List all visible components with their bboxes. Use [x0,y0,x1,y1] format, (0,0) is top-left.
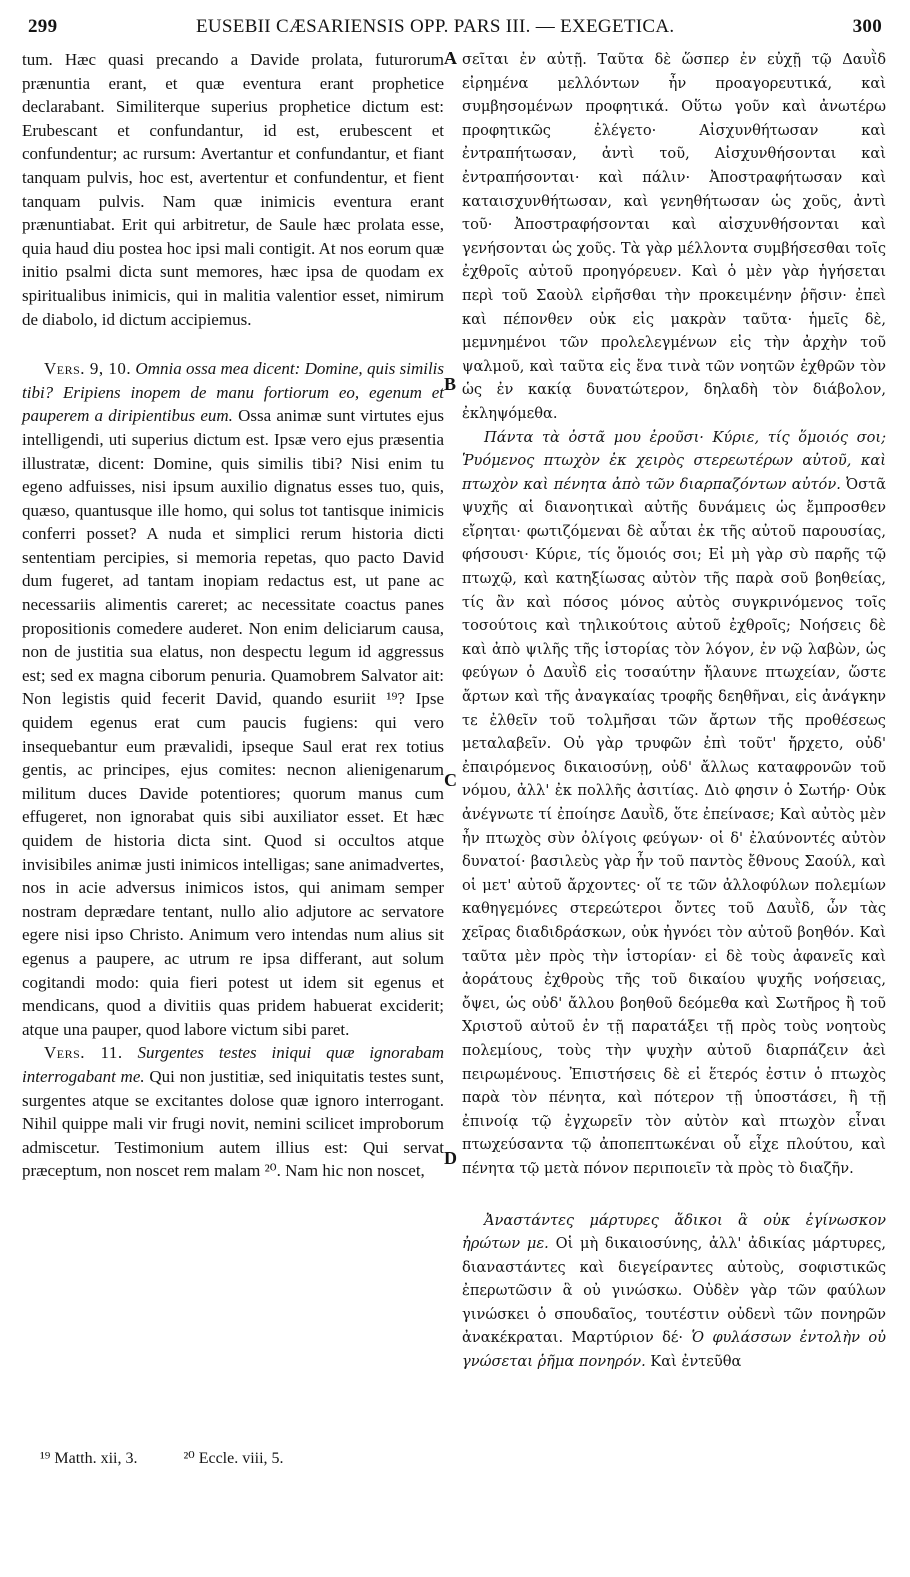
page-header [28,14,884,42]
latin-commentary-9-10: Ossa animæ sunt virtutes ejus intelligendi, uti superius dictum est. Ipsæ vero ejus præsentia illustratæ, dicent: Domine, quis similis tibi? Nisi enim tu egeno adfuisses, nisi ipsum auxilio dignatus esses tuo, quis, quæso, quantusque ille homo, qui solus tot tantisque inimicis conferri posset? A nuda et simplici rerum historia dicti sententiam percipies, si memoria repetas, quo pacto David dum fugeret, ad tantam inopiam redactus est, ut pane ac necessariis alimentis careret; ac necessitate coactus panes propositionis comedere auderet. Non enim deliciarum causa, non de justitia sua elatus, non despectu legum id aggressus est; sed ex magna ciborum penuria. Quamobrem Salvator ait: Non legistis quid fecerit David, quando esuriit ¹⁹? Ipse quidem egenus erat cum paucis fugiens: qui vero insequebantur eum prævalidi, ipseque Saul erat rex totius gentis, ac principes, ejus comites: necnon alienigenarum militum duces Davide potentiores; quorum manus cum effugeret, non ignorabat quis sibi auxiliator esset. Et hæc quidem de historia dicta sint. Quod si occultos atque invisibiles animæ justi inimicos intelligas; sane animadvertes, nos in acie adversus inimicos istos, qui animam semper nostram deprædare tentant, nullo alio adjutore ac servatore egere nisi ipso Christo. Animum vero intendas num alius sit egenus a paupere, ac utrum re ipsa differant, aut solum cogitandi modo: quia fieri potest ut idem sit egenus et mendicans, quod a divitiis quas pridem habuerat exciderit; atque una pauper, quod labore victum sibi paret. [22,406,444,1039]
verse-label-9-10: Vers. 9, 10. [44,359,132,379]
verse-lemma-11: Surgentes testes iniqui quæ ignorabam interrogabant me. [22,1043,444,1086]
verse-lemma-9-10: Omnia ossa mea dicent: Domine, quis similis tibi? Eripiens inopem de manu fortiorum eo, egenum et pauperem a diripientibus eum. [22,359,445,426]
greek-paragraph-intro: σεῖται ἐν αὐτῇ. Ταῦτα δὲ ὥσπερ ἐν εὐχῇ τῷ Δαυῒδ εἰρημένα μελλόντων ἦν προαγορευτικά, καὶ συμβησομένων προφητικά. Οὕτω γοῦν καὶ ἀνωτέρω προφητικῶς ἐλέγετο· Αἰσχυνθήτωσαν καὶ ἐντραπήτωσαν, ἀντὶ τοῦ, Αἰσχυνθήσονται καὶ ἐντραπήσονται· καὶ πάλιν· Ἀποστραφήτωσαν καὶ καταισχυνθήτωσαν, καὶ γενηθήτωσαν ὡς χοῦς, ἀντὶ τοῦ· Ἀποστραφήσονται καὶ αἰσχυνθήσονται καὶ γενήσονται ὡς χοῦς. Τὰ γὰρ μέλλοντα συμβήσεσθαι τοῖς ἐχθροῖς αὐτοῦ προηγόρευεν. Καὶ ὁ μὲν γὰρ ἡγήσεται περὶ τοῦ Σαοὺλ εἰρῆσθαι τὴν προκειμένην ῥῆσιν· ἐπεὶ καὶ πέπονθεν οὐκ εἰς μακρὰν ταῦτα· ἡμεῖς δὲ, μεμνημένοι τῶν προλελεγμένων εἰς τὴν ἀρχὴν τοῦ ψαλμοῦ, καὶ ταῦτα εἰς ἕνα τινὰ τῶν νοητῶν ἐχθρῶν τὸν ὡς ἐν κακίᾳ δυνατώτερον, δηλαδὴ τὸν διάβολον, ἐκληψόμεθα. [462,51,886,422]
greek-commentary-11-tail: Καὶ ἐντεῦθα [650,1353,742,1371]
latin-verse-11 [22,1041,444,1183]
latin-verse-9-10 [22,357,444,1041]
greek-quote-11: Ὁ φυλάσσων ἐντολὴν οὐ γνώσεται ῥῆμα πονηρόν. [462,1329,887,1371]
greek-column [462,48,886,1374]
footnotes [40,1448,440,1470]
greek-lemma-11: Ἀναστάντες μάρτυρες ἄδικοι ἃ οὐκ ἐγίνωσκον ἠρώτων με. [462,1211,886,1253]
running-title: EUSEBII CÆSARIENSIS OPP. PARS III. — EXEGETICA. [196,16,675,37]
column-marker-b: B [444,374,457,394]
greek-lemma-9-10: Πάντα τὰ ὀστᾶ μου ἐροῦσι· Κύριε, τίς ὅμοιός σοι; Ῥυόμενος πτωχὸν ἐκ χειρὸς στερεωτέρων αὐτοῦ, καὶ πτωχὸν καὶ πένητα ἀπὸ τῶν διαρπαζόντων αὐτόν. [462,428,886,493]
verse-label-11: Vers. 11. [44,1043,123,1063]
greek-commentary-11: Οἱ μὴ δικαιοσύνης, ἀλλ' ἀδικίας μάρτυρες, διαναστάντες καὶ διεγείραντες αὐτοὺς, σοφιστικῶς ἐπερωτῶσιν ἃ οὐ γινώσκω. Οὐδὲν γὰρ τῶν φαύλων γινώσκει ὁ σπουδαῖος, τουτέστιν οὐδενὶ τῶν πονηρῶν ἀνακέκραται. Μαρτύριον δέ· [462,1235,887,1347]
column-marker-c: C [444,770,457,790]
greek-verse-9-10 [462,426,886,1181]
latin-commentary-11: Qui non justitiæ, sed iniquitatis testes sunt, surgentes atque se excitantes dolose quæ ignoro interrogant. Nihil quippe mali vir frugi novit, nemini scilicet improborum admiscetur. Testimonium autem illius est: Qui servat præceptum, non noscet rem malam ²⁰. Nam hic non noscet, [22,1066,445,1181]
latin-column [22,48,444,1183]
footnote-20: ²⁰ Eccle. viii, 5. [183,1450,284,1467]
greek-commentary-9-10: Ὀστᾶ ψυχῆς αἱ διανοητικαὶ αὐτῆς δυνάμεις ὡς ἔμπροσθεν εἴρηται· φωτιζόμεναι δὲ αὗται ἐκ τῆς αὐτοῦ παρουσίας, φήσουσι· Κύριε, τίς ὅμοιός σοι; Εἰ μὴ γὰρ σὺ παρῆς τῷ πτωχῷ, καὶ κατηξίωσας αὐτὸν τῆς παρὰ σοῦ βοηθείας, τίς ἂν καὶ πόσος μόνος αὐτὸς συγκρινόμενος τοῖς τοσούτοις καὶ τηλικούτοις αὐτοῦ ἐχθροῖς; Νοήσεις δὲ καὶ ἀπὸ ψιλῆς τῆς ἱστορίας τὸν λόγον, ἐν νῷ λαβὼν, ὡς φεύγων ὁ Δαυῒδ εἰς τοσαύτην ἤλαυνε πτωχείαν, ὥστε ἄρτων καὶ τῆς ἀναγκαίας τροφῆς δεηθῆναι, εἰς ἀνάγκην τε ἐλθεῖν τοῦ τολμῆσαι τῶν ἄρτων τῆς προθέσεως μεταλαβεῖν. Οὐ γὰρ τρυφῶν ἐπὶ τοῦτ' ἤρχετο, οὐδ' ἐπαιρόμενος δικαιοσύνῃ, οὐδ' ἄλλως καταφρονῶν τοῦ νόμου, ἀλλ' ἐκ πολλῆς ἀσιτίας. Διὸ φησιν ὁ Σωτήρ· Οὐκ ἀνέγνωτε τί ἐποίησε Δαυῒδ, ὅτε ἐπείνασε; Καὶ αὐτὸς μὲν ἦν πτωχὸς σὺν ὀλίγοις φεύγων· οἱ δ' ἐλαύνοντές αὐτὸν δυνατοί· βασιλεὺς γὰρ ἦν τοῦ παντὸς ἔθνους Σαούλ, καὶ οἱ μετ' αὐτοῦ ἄρχοντες· οἵ τε τῶν ἀλλοφύλων πολεμίων καθηγεμόνες στερεώτεροι ὄντες τοῦ Δαυῒδ, ὧν τὰς χεῖρας διαδιδράσκων, οὐκ ἠγνόει τὸν αὐτοῦ βοηθόν. Καὶ ταῦτα μὲν πρὸς τὴν ἱστορίαν· εἰ δὲ τοὺς ἀφανεῖς καὶ ἀοράτους ἐχθροὺς τῆς τοῦ δικαίου ψυχῆς νοήσειας, ὄψει, ὡς οὐδ' ἄλλου βοηθοῦ δεόμεθα καὶ Σωτῆρος ἢ τοῦ Χριστοῦ αὐτοῦ ἐν τῇ παρατάξει τῇ πρὸς τοὺς νοητοὺς πολεμίους, τοὺς τὴν ψυχὴν αὐτοῦ διαρπάζειν ἀεὶ πειρωμένους. Ἐπιστήσεις δὲ εἰ ἕτερός ἐστιν ὁ πτωχὸς παρὰ τὸν πένητα, καὶ πότερον τῇ ὑποστάσει, ἢ τῇ ἐπινοίᾳ τῷ ἐγχωρεῖν τὸν αὐτὸν καὶ πτωχὸν εἶναι πτωχεύσαντα τῷ ἀποπεπτωκέναι οὗ εἶχε πλούτου, καὶ πένητα τῷ μετὰ πόνον περιποιεῖν τὰ πρὸς τὸ διαζῆν. [462,475,887,1177]
footnote-19: ¹⁹ Matth. xii, 3. [40,1450,138,1467]
right-page-number: 300 [852,16,882,37]
greek-verse-11 [462,1209,886,1374]
column-marker-d: D [444,1148,457,1168]
column-marker-a: A [444,48,457,68]
latin-paragraph-intro: tum. Hæc quasi precando a Davide prolata, futurorum prænuntia erant, et quæ eventura erant prophetice declarabant. Similiterque superius prophetice dictum est: Erubescant et confundantur, id est, erubescent et confundentur; ac rursum: Avertantur et confundantur, et fiant tanquam pulvis, hoc est, avertentur et confundentur, et fient tanquam pulvis. Nam quæ inimicis eventura erant prænuntiabat. Erit qui arbitretur, de Saule hæc prolata esse, quia haud diu postea hoc ipsi mali contigit. At nos eorum quæ initio psalmi dicta sunt memores, hæc ipsa de quodam ex spiritualibus inimicis, qui in malitia valentior esset, nimirum de diabolo, id dictum accipiemus. [22,50,444,329]
left-page-number: 299 [28,16,58,37]
